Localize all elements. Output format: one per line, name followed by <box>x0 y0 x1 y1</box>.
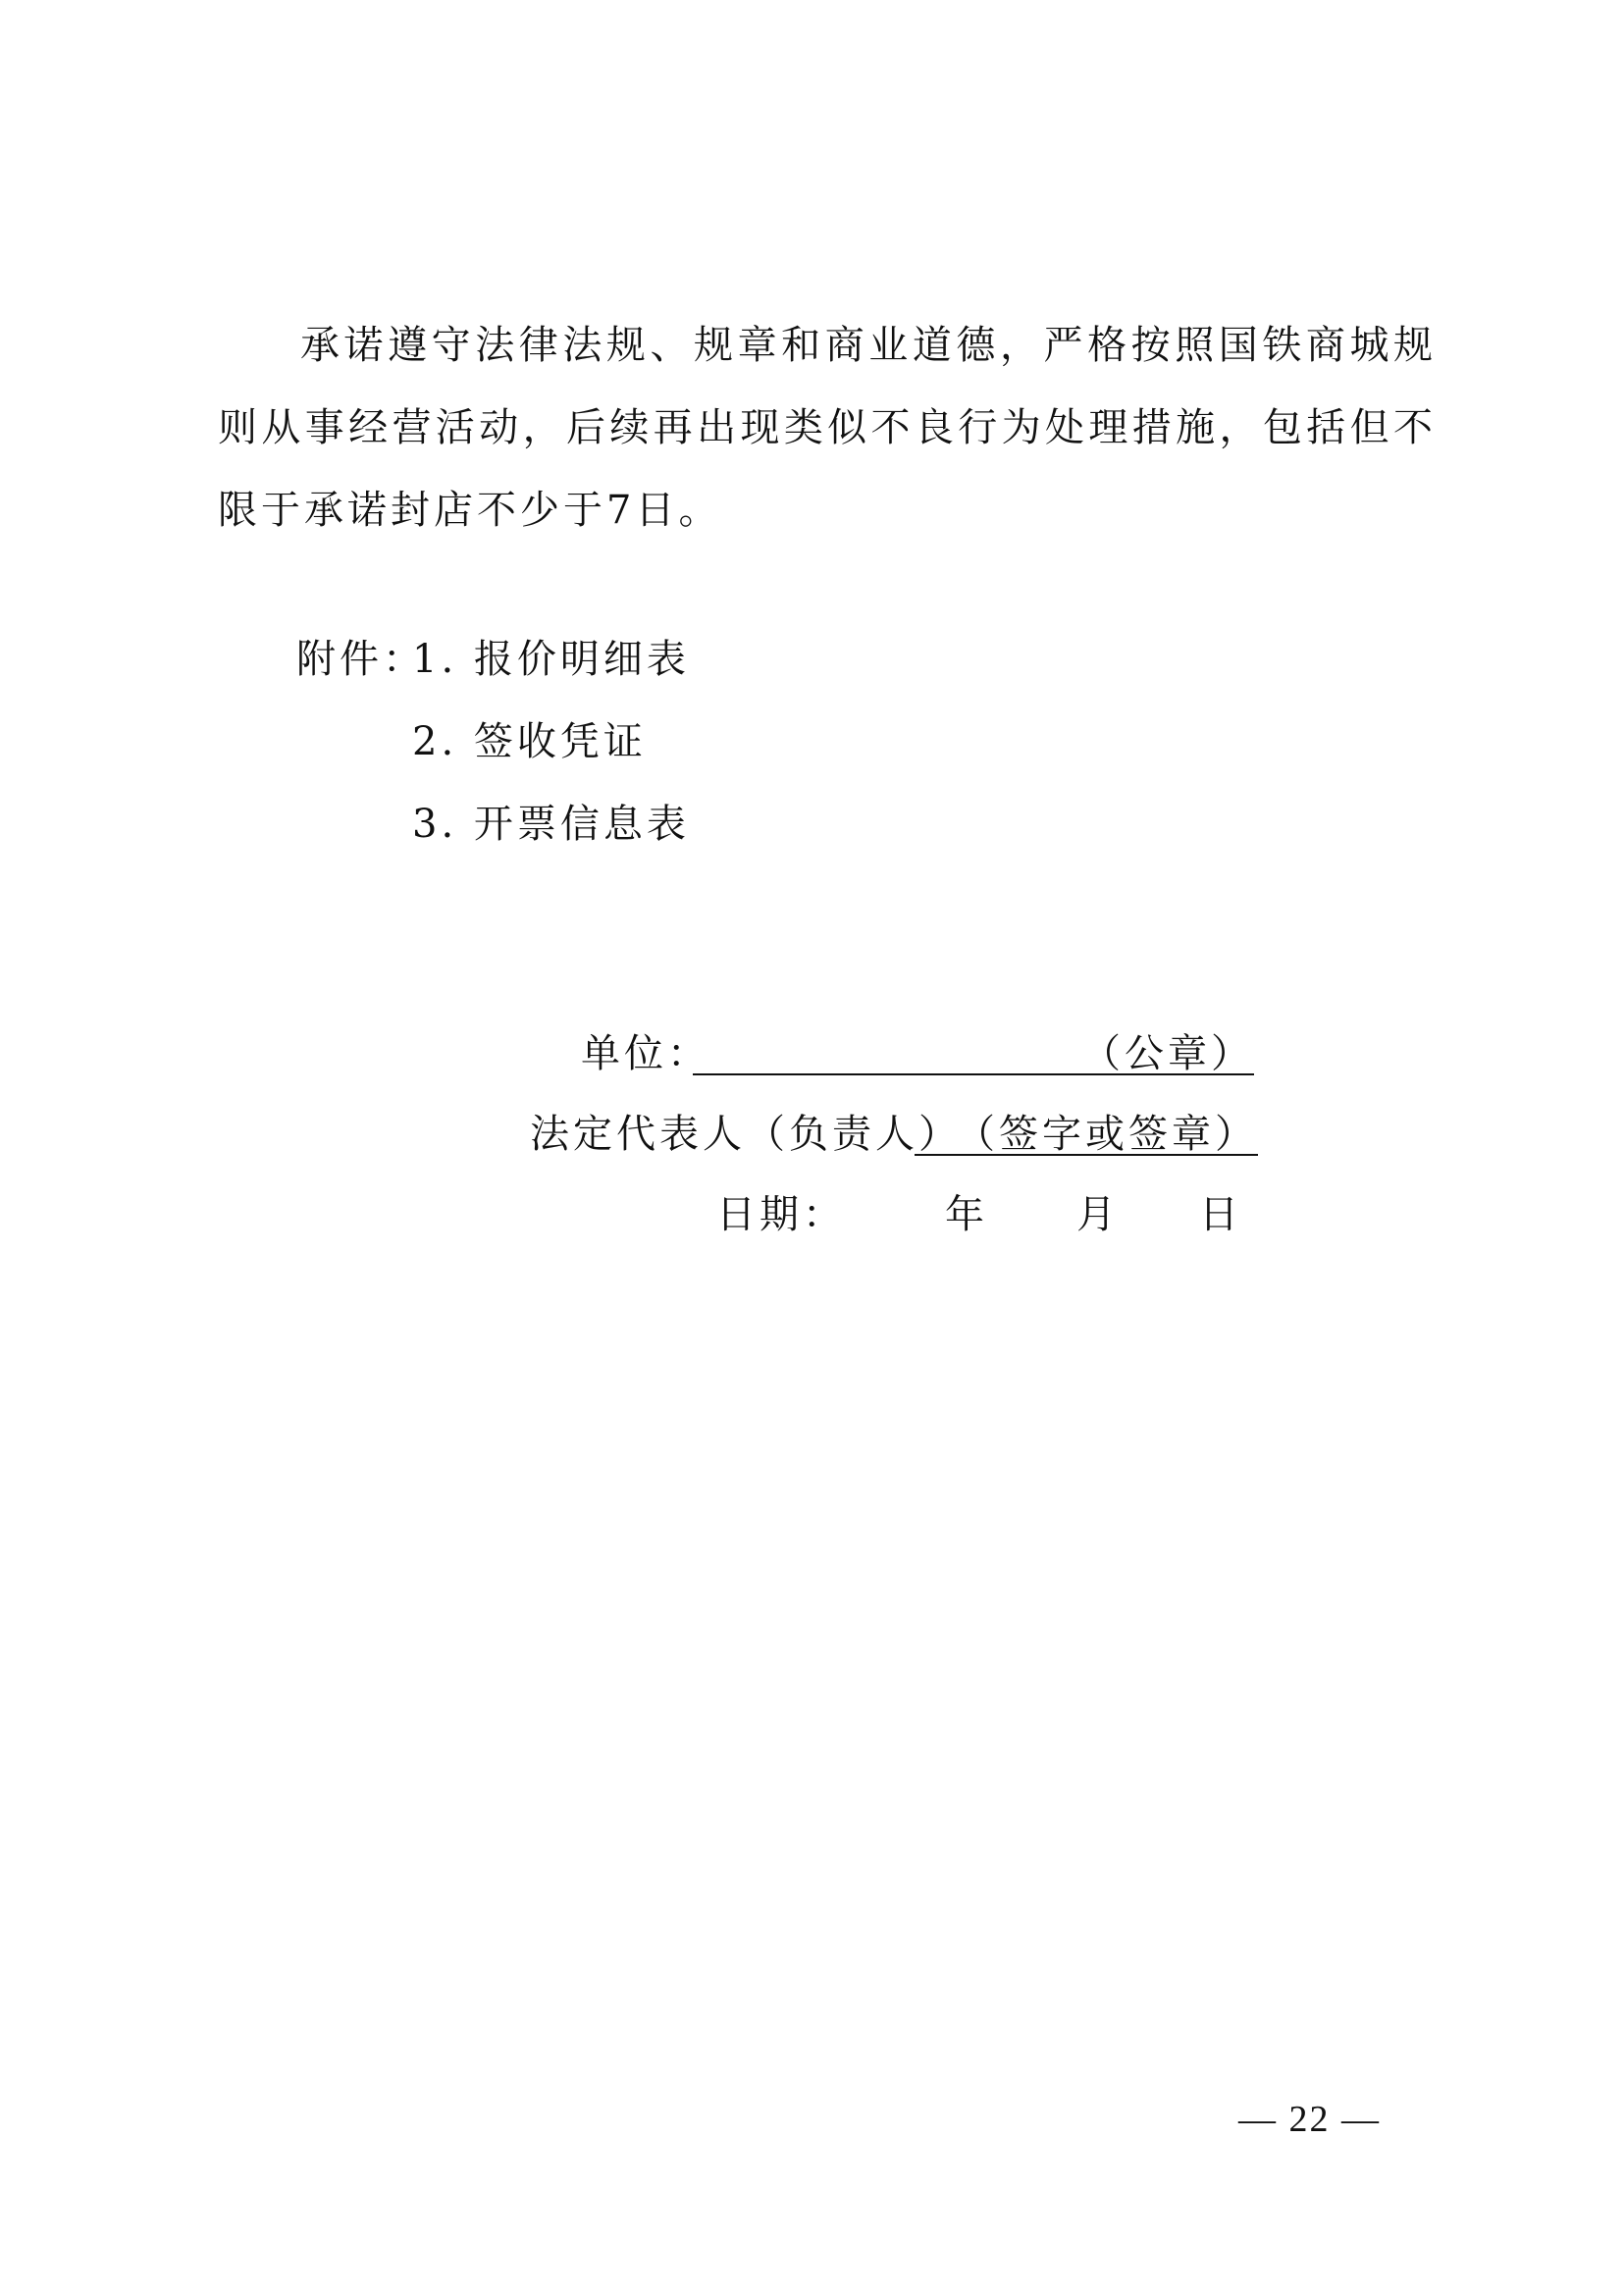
unit-label: 单位： <box>581 1031 710 1076</box>
attachment-text: 1. 报价明细表 <box>412 637 690 682</box>
page-number: — 22 — <box>1238 2099 1381 2140</box>
attachment-item <box>296 618 690 701</box>
commitment-paragraph: 承诺遵守法律法规、规章和商业道德，严格按照国铁商城规则从事经营活动，后续再出现类似不良行为处理措施，包括但不限于承诺封店不少于7日。 <box>218 323 1437 533</box>
legal-rep-signature-line <box>915 1103 1258 1156</box>
attachment-item <box>296 783 690 865</box>
legal-rep-label: 法定代表人（负责人） <box>530 1112 962 1157</box>
date-day: 日 <box>1199 1192 1242 1237</box>
legal-rep-sign-note: （签字或签章） <box>956 1112 1258 1157</box>
attachment-text: 2. 签收凭证 <box>412 719 647 764</box>
date-label: 日期： <box>716 1192 846 1237</box>
attachments-list <box>296 618 690 865</box>
unit-signature-line <box>693 1022 1254 1075</box>
attachments-label: 附件： <box>296 637 426 682</box>
unit-seal-note: （公章） <box>1081 1031 1254 1076</box>
date-year: 年 <box>945 1192 988 1237</box>
date-month: 月 <box>1076 1192 1120 1237</box>
attachment-text: 3. 开票信息表 <box>412 802 690 847</box>
attachment-item <box>296 701 690 783</box>
